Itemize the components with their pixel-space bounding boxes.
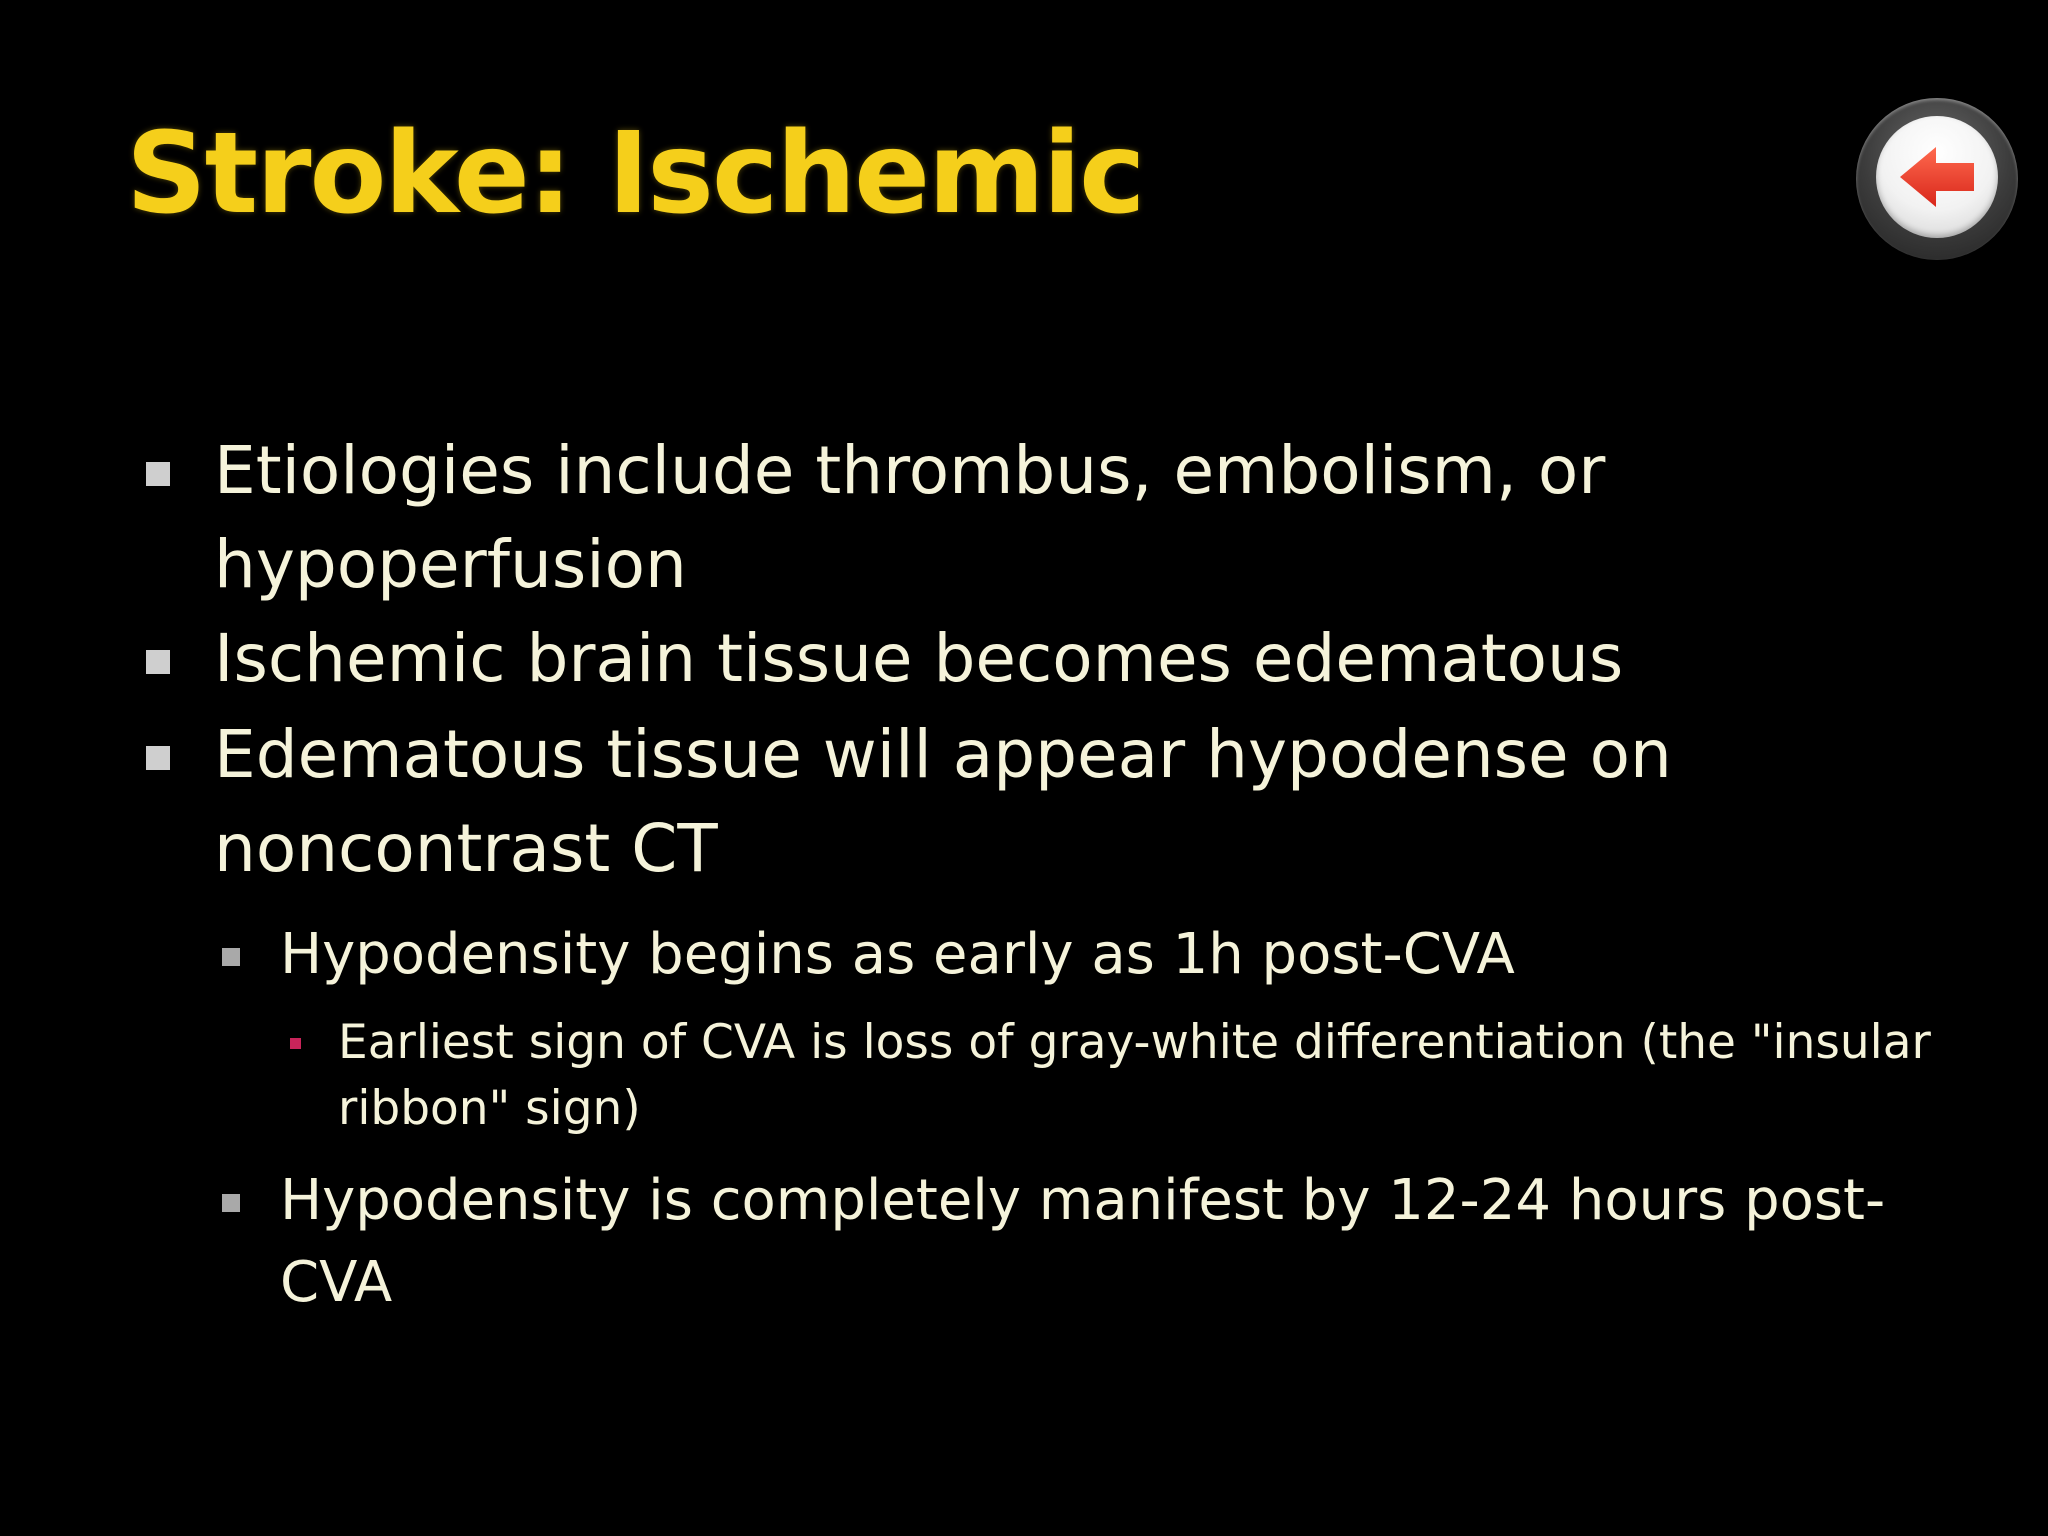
bullet-item [214,612,1623,706]
bullet-line: Earliest sign of CVA is loss of gray-white differentiation (the "insular [338,1015,1931,1070]
bullet-line: Edematous tissue will appear hypodense on [214,716,1672,793]
sub-sub-bullet-item [338,1010,1931,1142]
bullet-line: noncontrast CT [214,810,718,887]
sub-bullet-item [280,914,1515,996]
bullet-line: Hypodensity is completely manifest by 12-24 hours post- [280,1168,1886,1233]
square-bullet-icon [222,948,240,966]
bullet-line: CVA [280,1250,393,1315]
square-bullet-icon [146,462,170,486]
bullet-line: ribbon" sign) [338,1081,641,1136]
bullet-line: Etiologies include thrombus, embolism, or [214,432,1606,509]
square-bullet-icon [222,1194,240,1212]
bullet-item [214,424,1605,612]
slide-title: Stroke: Ischemic [126,109,1144,239]
square-bullet-icon [146,746,170,770]
sub-bullet-item [280,1160,1885,1324]
bullet-line: hypoperfusion [214,526,687,603]
square-bullet-icon [146,650,170,674]
bullet-line: Hypodensity begins as early as 1h post-CVA [280,922,1515,987]
bullet-line: Ischemic brain tissue becomes edematous [214,620,1624,697]
bullet-item [214,708,1672,896]
square-bullet-icon [290,1038,301,1049]
